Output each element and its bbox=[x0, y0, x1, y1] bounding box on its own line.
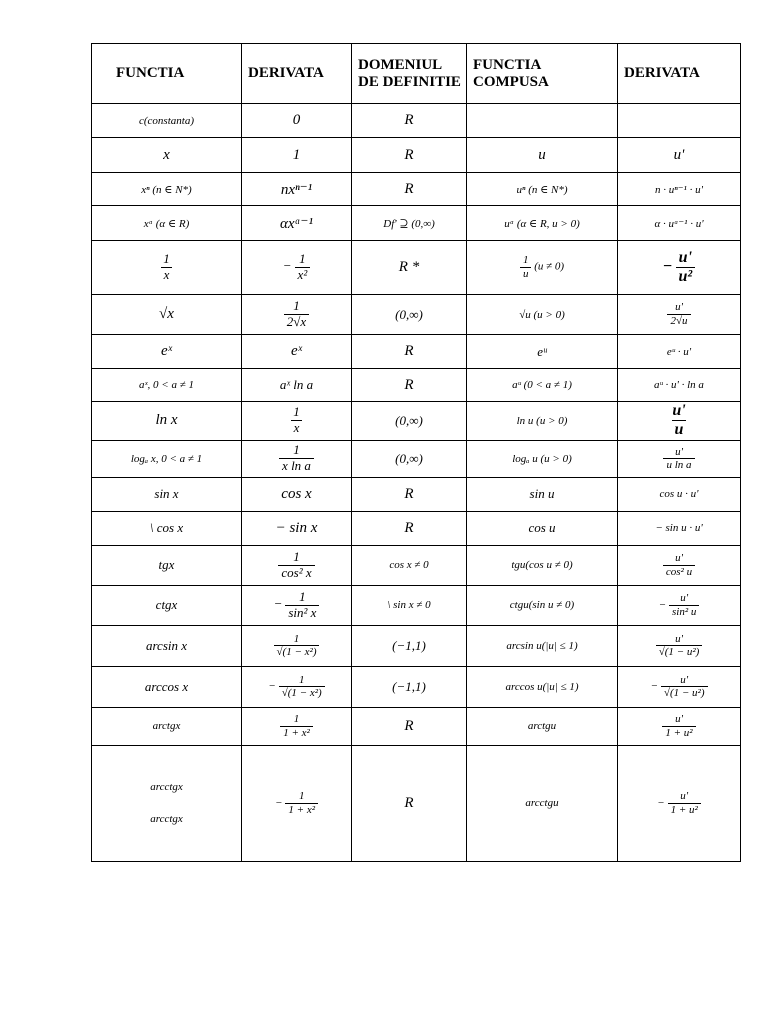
table-row bbox=[92, 369, 741, 402]
fraction bbox=[295, 252, 311, 283]
minus-sign: − bbox=[268, 680, 276, 693]
header-functia: FUNCTIA bbox=[92, 44, 242, 104]
fraction-numerator: 1 bbox=[293, 298, 300, 314]
minus-sign: − bbox=[657, 796, 665, 809]
table-row bbox=[92, 173, 741, 206]
cell-text: R * bbox=[398, 259, 420, 275]
table-row bbox=[92, 241, 741, 295]
fraction bbox=[668, 790, 701, 816]
cell-text: tgu(cos u ≠ 0) bbox=[511, 559, 573, 572]
fraction-numerator: u' bbox=[680, 673, 689, 686]
table-row bbox=[92, 477, 741, 511]
fraction-denominator: x bbox=[291, 420, 303, 436]
table-row bbox=[92, 295, 741, 335]
composite-derivative-cell bbox=[618, 666, 741, 707]
fraction-numerator: u' bbox=[675, 713, 683, 726]
table-row bbox=[92, 402, 741, 441]
function-cell bbox=[92, 440, 242, 477]
function-cell bbox=[92, 206, 242, 241]
fraction-numerator: u' bbox=[675, 632, 683, 645]
table-row bbox=[92, 585, 741, 625]
cell-text: R bbox=[404, 519, 414, 536]
function-cell bbox=[92, 707, 242, 745]
cell-text: (0,∞) bbox=[395, 450, 423, 466]
fraction-numerator: 1 bbox=[298, 673, 305, 686]
composite-function-cell bbox=[467, 585, 618, 625]
domain-cell bbox=[352, 335, 467, 369]
cell-text: R bbox=[404, 376, 414, 393]
function-cell bbox=[92, 402, 242, 441]
fraction-denominator: √(1 − u²) bbox=[656, 645, 703, 659]
cell-text: cos u bbox=[528, 520, 556, 536]
cell-text: − sin x bbox=[275, 519, 318, 536]
cell-text: ln u (u > 0) bbox=[516, 414, 568, 427]
fraction bbox=[667, 301, 690, 327]
function-cell bbox=[92, 241, 242, 295]
fraction bbox=[278, 550, 314, 581]
fraction-numerator: 1 bbox=[293, 404, 300, 420]
cell-text: (−1,1) bbox=[392, 637, 426, 653]
cell-text: R bbox=[404, 717, 414, 734]
cell-text: u' bbox=[673, 146, 685, 163]
domain-cell bbox=[352, 666, 467, 707]
table-row bbox=[92, 440, 741, 477]
fraction-denominator: 1 + x² bbox=[280, 726, 313, 740]
fraction-numerator: u' bbox=[675, 445, 683, 458]
fraction-denominator: u ln a bbox=[663, 458, 694, 472]
composite-function-cell bbox=[467, 295, 618, 335]
composite-derivative-cell bbox=[618, 335, 741, 369]
domain-cell bbox=[352, 545, 467, 585]
table-row bbox=[92, 545, 741, 585]
composite-function-cell bbox=[467, 104, 618, 138]
fraction bbox=[284, 299, 309, 330]
composite-function-cell bbox=[467, 138, 618, 173]
function-cell bbox=[92, 666, 242, 707]
cell-text: tgx bbox=[158, 557, 175, 573]
cell-text: arcsin u(|u| ≤ 1) bbox=[506, 639, 578, 652]
fraction-numerator: 1 bbox=[522, 254, 529, 267]
domain-cell bbox=[352, 477, 467, 511]
derivative-cell bbox=[242, 625, 352, 666]
derivative-cell bbox=[242, 335, 352, 369]
function-cell bbox=[92, 585, 242, 625]
cell-text: Df' ⊇ (0,∞) bbox=[383, 217, 435, 230]
function-cell bbox=[92, 625, 242, 666]
composite-derivative-cell bbox=[618, 402, 741, 441]
cell-text: n · uⁿ⁻¹ · u' bbox=[655, 183, 703, 196]
fraction-denominator: 2√x bbox=[284, 314, 309, 330]
fraction bbox=[676, 249, 696, 287]
function-cell bbox=[92, 335, 242, 369]
function-cell bbox=[92, 369, 242, 402]
fraction bbox=[520, 254, 532, 280]
cell-text: R bbox=[404, 343, 414, 359]
cell-text: sin x bbox=[154, 486, 179, 502]
cell-text: sin u bbox=[529, 486, 555, 502]
fraction-numerator: u' bbox=[680, 790, 689, 803]
cell-text: ctgx bbox=[155, 597, 178, 613]
domain-cell bbox=[352, 625, 467, 666]
fraction-numerator: 1 bbox=[293, 442, 300, 458]
fraction-denominator: cos² u bbox=[663, 565, 695, 579]
fraction bbox=[285, 790, 318, 816]
domain-cell bbox=[352, 206, 467, 241]
function-cell bbox=[92, 295, 242, 335]
fraction bbox=[279, 443, 314, 474]
cell-text: ln x bbox=[155, 412, 178, 429]
composite-derivative-cell bbox=[618, 173, 741, 206]
composite-derivative-cell bbox=[618, 477, 741, 511]
cell-text: 0 bbox=[292, 112, 301, 128]
fraction-denominator: 2√u bbox=[667, 314, 690, 328]
function-cell bbox=[92, 745, 242, 861]
cell-text: − sin u · u' bbox=[655, 522, 703, 535]
composite-derivative-cell bbox=[618, 625, 741, 666]
fraction-numerator: 1 bbox=[293, 548, 300, 564]
fraction-denominator: 1 + u² bbox=[668, 803, 701, 817]
cell-text: arccos u(|u| ≤ 1) bbox=[505, 680, 579, 693]
fraction bbox=[279, 674, 325, 700]
fraction-denominator: x² bbox=[295, 267, 311, 283]
cell-text: √x bbox=[159, 306, 174, 322]
cell-text: R bbox=[404, 485, 414, 502]
minus-sign: − bbox=[274, 796, 283, 809]
cell-text: (−1,1) bbox=[392, 678, 426, 694]
cell-text: arccos x bbox=[144, 678, 189, 694]
composite-derivative-cell bbox=[618, 745, 741, 861]
cell-text: cos x ≠ 0 bbox=[389, 559, 429, 572]
composite-function-cell bbox=[467, 335, 618, 369]
fraction bbox=[160, 252, 173, 283]
domain-cell bbox=[352, 585, 467, 625]
header-derivata: DERIVATA bbox=[242, 44, 352, 104]
table-row bbox=[92, 206, 741, 241]
composite-function-cell bbox=[467, 241, 618, 295]
fraction bbox=[290, 405, 303, 436]
header-domeniul-de-definitie: DOMENIUL DE DEFINITIE bbox=[352, 44, 467, 104]
minus-sign: − bbox=[650, 680, 658, 693]
cell-text: arctgx bbox=[152, 720, 181, 733]
cell-text: cos x bbox=[281, 485, 312, 502]
table-row bbox=[92, 625, 741, 666]
composite-derivative-cell bbox=[618, 369, 741, 402]
cell-text: \ sin x ≠ 0 bbox=[387, 599, 431, 612]
composite-derivative-cell bbox=[618, 241, 741, 295]
composite-derivative-cell bbox=[618, 104, 741, 138]
fraction-numerator: 1 bbox=[299, 251, 306, 267]
composite-function-cell bbox=[467, 440, 618, 477]
derivative-cell bbox=[242, 369, 352, 402]
header-derivata-compusa: DERIVATA bbox=[618, 44, 741, 104]
header-row bbox=[92, 44, 741, 104]
fraction bbox=[663, 552, 695, 578]
cell-text: R bbox=[404, 794, 414, 811]
derivative-cell bbox=[242, 511, 352, 545]
fraction-denominator: x bbox=[161, 267, 173, 283]
domain-cell bbox=[352, 707, 467, 745]
derivative-cell bbox=[242, 173, 352, 206]
cell-text-secondary: arcctgx bbox=[150, 813, 183, 826]
cell-text: αxᵅ⁻¹ bbox=[280, 215, 313, 232]
fraction-denominator: 1 + u² bbox=[662, 726, 695, 740]
fraction-denominator: √(1 − x²) bbox=[279, 686, 325, 700]
table-row bbox=[92, 138, 741, 173]
fraction-numerator: 1 bbox=[293, 713, 300, 726]
cell-text: arcctgu bbox=[525, 797, 559, 810]
cell-text: arcctgx bbox=[150, 781, 183, 794]
fraction bbox=[656, 633, 703, 659]
domain-cell bbox=[352, 241, 467, 295]
domain-cell bbox=[352, 745, 467, 861]
function-cell bbox=[92, 104, 242, 138]
derivative-cell bbox=[242, 241, 352, 295]
function-cell bbox=[92, 477, 242, 511]
cell-text: eˣ bbox=[291, 343, 302, 359]
derivative-cell bbox=[242, 666, 352, 707]
cell-text: xᵅ (α ∈ R) bbox=[143, 217, 190, 230]
cell-text: R bbox=[404, 146, 414, 163]
table-body bbox=[92, 104, 741, 862]
header-functia-compusa: FUNCTIA COMPUSA bbox=[467, 44, 618, 104]
minus-sign: − bbox=[662, 258, 673, 276]
cell-text: xⁿ (n ∈ N*) bbox=[141, 183, 192, 196]
fraction bbox=[661, 674, 708, 700]
cell-text: eˣ bbox=[161, 343, 172, 359]
cell-spacer bbox=[94, 793, 239, 813]
composite-function-cell bbox=[467, 173, 618, 206]
domain-cell bbox=[352, 440, 467, 477]
function-cell bbox=[92, 138, 242, 173]
composite-derivative-cell bbox=[618, 138, 741, 173]
cell-text: (0,∞) bbox=[395, 306, 423, 322]
composite-derivative-cell bbox=[618, 545, 741, 585]
composite-function-cell bbox=[467, 402, 618, 441]
derivative-cell bbox=[242, 104, 352, 138]
composite-function-cell bbox=[467, 369, 618, 402]
cell-text: R bbox=[404, 112, 414, 128]
condition-text: (u ≠ 0) bbox=[531, 261, 565, 274]
derivative-cell bbox=[242, 545, 352, 585]
fraction-denominator: x ln a bbox=[279, 458, 314, 474]
cell-text: c(constanta) bbox=[139, 114, 194, 127]
minus-sign: − bbox=[282, 258, 292, 274]
cell-text: aᵘ · u' · ln a bbox=[654, 379, 704, 391]
fraction bbox=[663, 446, 694, 472]
domain-cell bbox=[352, 511, 467, 545]
fraction bbox=[285, 590, 319, 621]
fraction bbox=[662, 713, 695, 739]
fraction-numerator: 1 bbox=[298, 790, 305, 803]
cell-text: α · uᵅ⁻¹ · u' bbox=[654, 217, 704, 230]
table-row bbox=[92, 666, 741, 707]
composite-derivative-cell bbox=[618, 295, 741, 335]
composite-function-cell bbox=[467, 707, 618, 745]
cell-text: nxⁿ⁻¹ bbox=[280, 181, 313, 198]
fraction-numerator: u' bbox=[675, 552, 683, 565]
fraction bbox=[280, 713, 313, 739]
composite-derivative-cell bbox=[618, 707, 741, 745]
cell-text: arctgu bbox=[527, 720, 557, 733]
fraction-numerator: 1 bbox=[299, 588, 306, 604]
composite-derivative-cell bbox=[618, 206, 741, 241]
domain-cell bbox=[352, 295, 467, 335]
fraction-denominator: √(1 − x²) bbox=[274, 645, 320, 659]
domain-cell bbox=[352, 173, 467, 206]
function-cell bbox=[92, 511, 242, 545]
fraction-numerator: u' bbox=[672, 402, 686, 419]
function-cell bbox=[92, 173, 242, 206]
minus-sign: − bbox=[273, 596, 283, 612]
table-row bbox=[92, 511, 741, 545]
cell-text: arcsin x bbox=[145, 637, 188, 653]
fraction-denominator: u bbox=[520, 267, 532, 281]
cell-text: √u (u > 0) bbox=[519, 308, 565, 321]
composite-function-cell bbox=[467, 545, 618, 585]
composite-function-cell bbox=[467, 477, 618, 511]
fraction-numerator: 1 bbox=[163, 251, 170, 267]
fraction-denominator: u bbox=[672, 420, 687, 439]
composite-derivative-cell bbox=[618, 440, 741, 477]
derivative-cell bbox=[242, 477, 352, 511]
composite-function-cell bbox=[467, 625, 618, 666]
fraction bbox=[274, 633, 320, 659]
composite-function-cell bbox=[467, 511, 618, 545]
cell-text: x bbox=[163, 146, 170, 163]
fraction-denominator: 1 + x² bbox=[285, 803, 318, 817]
domain-cell bbox=[352, 369, 467, 402]
cell-text: eᵘ bbox=[537, 343, 547, 359]
domain-cell bbox=[352, 138, 467, 173]
table-row bbox=[92, 104, 741, 138]
fraction bbox=[669, 402, 688, 440]
domain-cell bbox=[352, 402, 467, 441]
derivative-cell bbox=[242, 745, 352, 861]
derivative-cell bbox=[242, 440, 352, 477]
table-row bbox=[92, 335, 741, 369]
fraction-denominator: sin² u bbox=[669, 605, 699, 619]
composite-function-cell bbox=[467, 745, 618, 861]
fraction bbox=[669, 592, 699, 618]
fraction-numerator: u' bbox=[675, 301, 683, 314]
cell-text: uᵅ (α ∈ R, u > 0) bbox=[504, 217, 580, 230]
derivative-cell bbox=[242, 206, 352, 241]
composite-function-cell bbox=[467, 666, 618, 707]
composite-derivative-cell bbox=[618, 511, 741, 545]
cell-text: \ cos x bbox=[149, 520, 184, 536]
cell-text: logₐ u (u > 0) bbox=[512, 452, 572, 465]
table-row bbox=[92, 745, 741, 861]
function-cell bbox=[92, 545, 242, 585]
derivatives-table bbox=[91, 43, 741, 862]
fraction-denominator: √(1 − u²) bbox=[661, 686, 708, 700]
fraction-denominator: cos² x bbox=[278, 565, 314, 581]
derivative-cell bbox=[242, 138, 352, 173]
cell-text: 1 bbox=[292, 146, 301, 163]
fraction-numerator: u' bbox=[680, 592, 689, 605]
fraction-denominator: u² bbox=[676, 267, 696, 286]
derivative-cell bbox=[242, 295, 352, 335]
cell-text: logₐ x, 0 < a ≠ 1 bbox=[130, 452, 203, 465]
domain-cell bbox=[352, 104, 467, 138]
cell-text: eᵘ · u' bbox=[666, 345, 692, 358]
fraction-numerator: 1 bbox=[293, 632, 300, 645]
cell-text: aˣ ln a bbox=[279, 377, 314, 392]
fraction-denominator: sin² x bbox=[285, 605, 319, 621]
cell-text: R bbox=[404, 180, 414, 197]
cell-text: aᵘ (0 < a ≠ 1) bbox=[512, 379, 572, 391]
derivative-cell bbox=[242, 707, 352, 745]
cell-text: aˣ, 0 < a ≠ 1 bbox=[138, 379, 195, 391]
derivative-cell bbox=[242, 585, 352, 625]
cell-text: ctgu(sin u ≠ 0) bbox=[509, 599, 575, 612]
cell-text: cos u · u' bbox=[659, 488, 699, 501]
cell-text: (0,∞) bbox=[395, 412, 423, 428]
cell-text: uⁿ (n ∈ N*) bbox=[516, 183, 568, 196]
composite-function-cell bbox=[467, 206, 618, 241]
fraction-numerator: u' bbox=[678, 248, 693, 266]
table-row bbox=[92, 707, 741, 745]
composite-derivative-cell bbox=[618, 585, 741, 625]
minus-sign: − bbox=[658, 598, 667, 611]
cell-text: u bbox=[538, 146, 546, 163]
derivative-cell bbox=[242, 402, 352, 441]
